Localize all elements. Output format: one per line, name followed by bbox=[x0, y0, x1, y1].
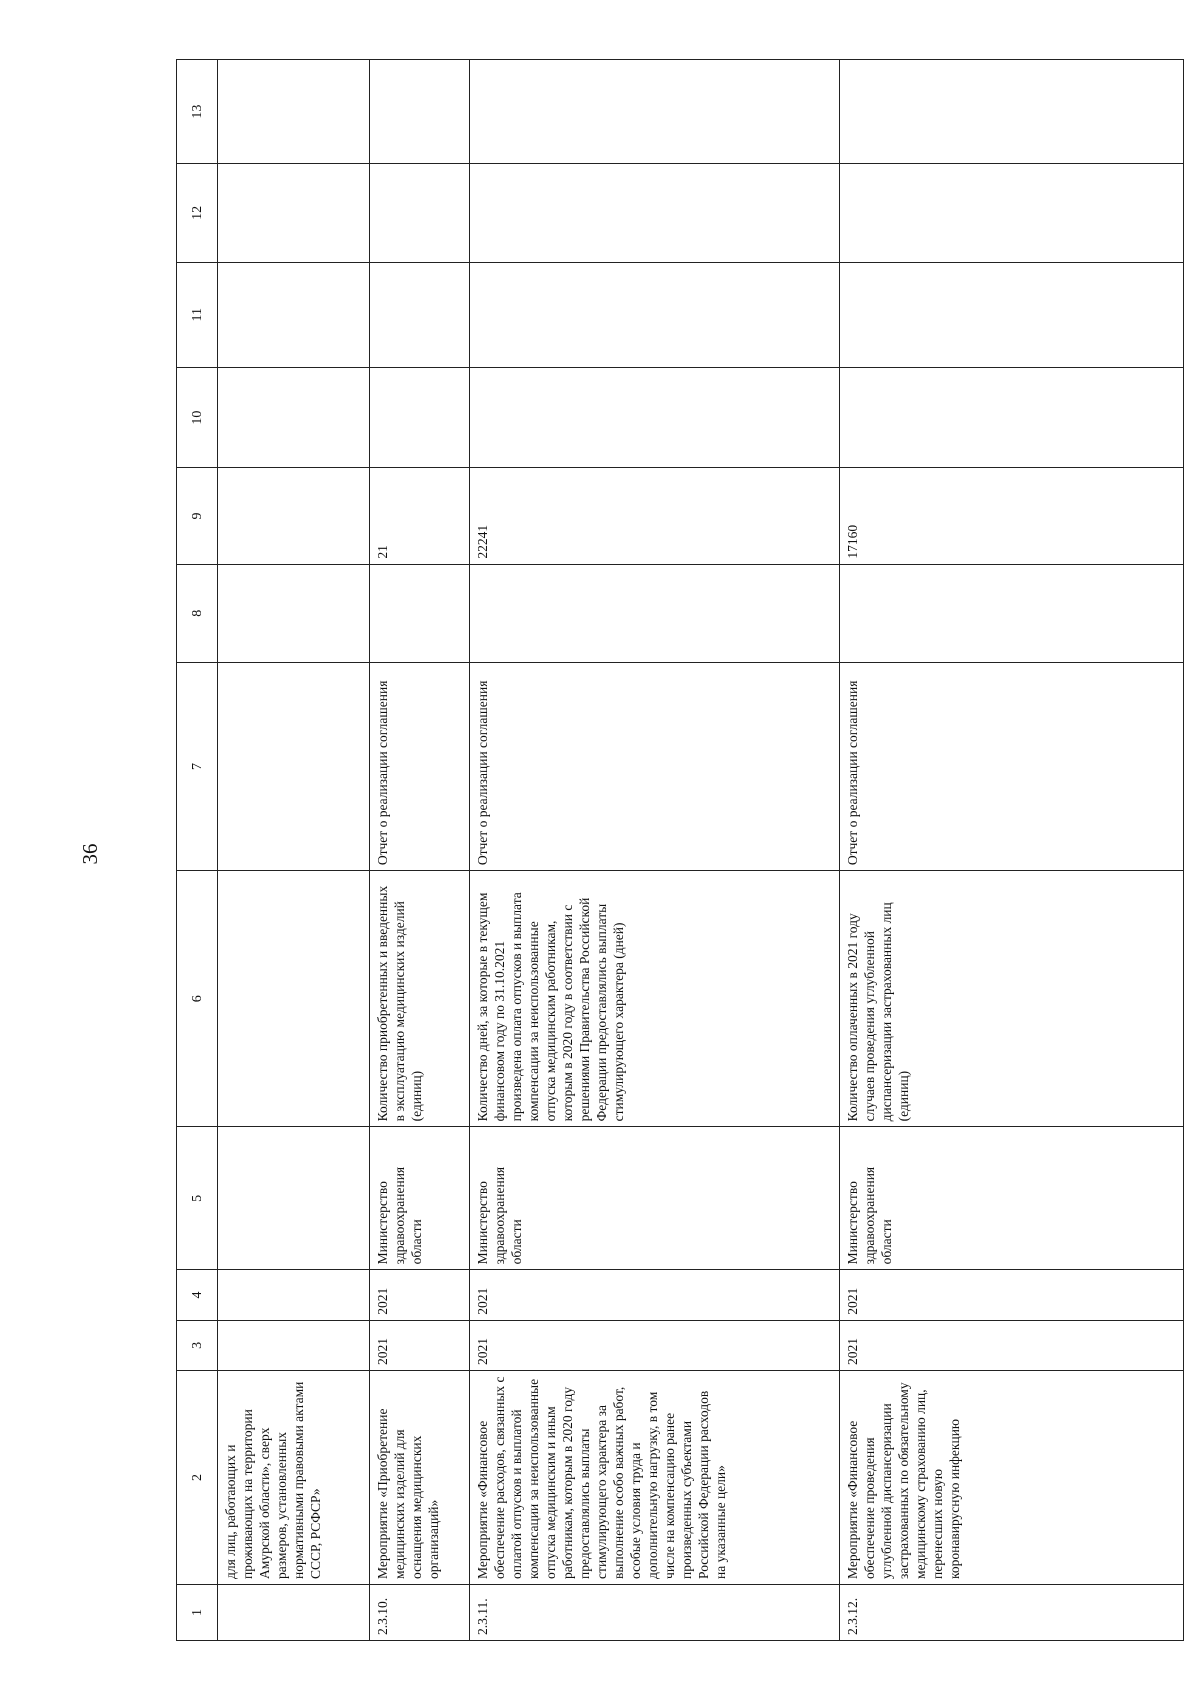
page-number: 36 bbox=[78, 843, 102, 865]
end-year-cell: 2021 bbox=[840, 1270, 1184, 1320]
value-cell bbox=[218, 262, 370, 367]
executor-cell: Министерство здравоохранения области bbox=[370, 1127, 470, 1270]
value-cell: 21 bbox=[370, 468, 470, 564]
end-year-cell: 2021 bbox=[370, 1270, 470, 1320]
value-cell bbox=[470, 60, 840, 164]
column-header: 9 bbox=[177, 468, 218, 564]
end-year-cell bbox=[218, 1270, 370, 1320]
value-cell bbox=[218, 564, 370, 662]
value-cell bbox=[840, 60, 1184, 164]
table-row bbox=[218, 60, 370, 1641]
value-cell: 17160 bbox=[840, 468, 1184, 564]
value-cell bbox=[218, 468, 370, 564]
row-number-cell bbox=[218, 1584, 370, 1640]
value-cell bbox=[218, 60, 370, 164]
report-cell: Отчет о реализации соглашения bbox=[370, 662, 470, 870]
table-row bbox=[370, 60, 470, 1641]
row-number-cell: 2.3.10. bbox=[370, 1584, 470, 1640]
value-cell bbox=[840, 262, 1184, 367]
report-cell: Отчет о реализации соглашения bbox=[840, 662, 1184, 870]
column-header: 7 bbox=[177, 662, 218, 870]
end-year-cell: 2021 bbox=[470, 1270, 840, 1320]
column-header: 8 bbox=[177, 564, 218, 662]
measure-name-cell: для лиц, работающих и проживающих на территории Амурской области», сверх размеров, установленных нормативными правовыми актами СССР, РСФСР» bbox=[218, 1371, 370, 1585]
value-cell bbox=[370, 60, 470, 164]
program-table bbox=[176, 59, 1184, 1641]
column-header: 2 bbox=[177, 1371, 218, 1585]
start-year-cell: 2021 bbox=[470, 1320, 840, 1370]
column-header: 3 bbox=[177, 1320, 218, 1370]
executor-cell: Министерство здравоохранения области bbox=[470, 1127, 840, 1270]
report-cell bbox=[218, 662, 370, 870]
value-cell bbox=[370, 262, 470, 367]
column-header: 12 bbox=[177, 164, 218, 262]
column-header: 5 bbox=[177, 1127, 218, 1270]
column-header: 1 bbox=[177, 1584, 218, 1640]
value-cell bbox=[840, 367, 1184, 468]
value-cell bbox=[470, 262, 840, 367]
indicator-cell: Количество оплаченных в 2021 году случаев проведения углубленной диспансеризации застрахованных лиц (единиц) bbox=[840, 871, 1184, 1127]
start-year-cell: 2021 bbox=[840, 1320, 1184, 1370]
column-header: 11 bbox=[177, 262, 218, 367]
report-cell: Отчет о реализации соглашения bbox=[470, 662, 840, 870]
column-header: 13 bbox=[177, 60, 218, 164]
value-cell bbox=[370, 164, 470, 262]
column-header: 4 bbox=[177, 1270, 218, 1320]
column-header: 10 bbox=[177, 367, 218, 468]
executor-cell: Министерство здравоохранения области bbox=[840, 1127, 1184, 1270]
executor-cell bbox=[218, 1127, 370, 1270]
header-row bbox=[177, 60, 218, 1641]
value-cell bbox=[470, 164, 840, 262]
value-cell bbox=[218, 367, 370, 468]
rotated-table-wrapper bbox=[176, 59, 1184, 1641]
indicator-cell bbox=[218, 871, 370, 1127]
row-number-cell: 2.3.12. bbox=[840, 1584, 1184, 1640]
row-number-cell: 2.3.11. bbox=[470, 1584, 840, 1640]
indicator-cell: Количество приобретенных и введенных в эксплуатацию медицинских изделий (единиц) bbox=[370, 871, 470, 1127]
indicator-cell: Количество дней, за которые в текущем финансовом году по 31.10.2021 произведена оплата отпусков и выплата компенсации за неиспользованные отпуска медицинским работникам, которым в 2020 году в соответствии с решениями Правительства Российской Федерации предоставлялись выплаты стимулирующего характера (дней) bbox=[470, 871, 840, 1127]
value-cell bbox=[840, 564, 1184, 662]
measure-name-cell: Мероприятие «Финансовое обеспечение проведения углубленной диспансеризации застрахованных по обязательному медицинскому страхованию лиц, перенесших новую коронавирусную инфекцию bbox=[840, 1371, 1184, 1585]
measure-name-cell: Мероприятие «Приобретение медицинских изделий для оснащения медицинских организаций» bbox=[370, 1371, 470, 1585]
measure-name-cell: Мероприятие «Финансовое обеспечение расходов, связанных с оплатой отпусков и выплатой компенсации за неиспользованные отпуска медицинским и иным работникам, которым в 2020 году предоставлялись выплаты стимулирующего характера за выполнение особо важных работ, особые условия труда и дополнительную нагрузку, в том числе на компенсацию ранее произведенных субъектами Российской Федерации расходов на указанные цели» bbox=[470, 1371, 840, 1585]
start-year-cell bbox=[218, 1320, 370, 1370]
value-cell bbox=[470, 564, 840, 662]
value-cell bbox=[218, 164, 370, 262]
value-cell bbox=[470, 367, 840, 468]
column-header: 6 bbox=[177, 871, 218, 1127]
table-row bbox=[470, 60, 840, 1641]
value-cell: 22241 bbox=[470, 468, 840, 564]
value-cell bbox=[840, 164, 1184, 262]
table-row bbox=[840, 60, 1184, 1641]
value-cell bbox=[370, 367, 470, 468]
value-cell bbox=[370, 564, 470, 662]
start-year-cell: 2021 bbox=[370, 1320, 470, 1370]
